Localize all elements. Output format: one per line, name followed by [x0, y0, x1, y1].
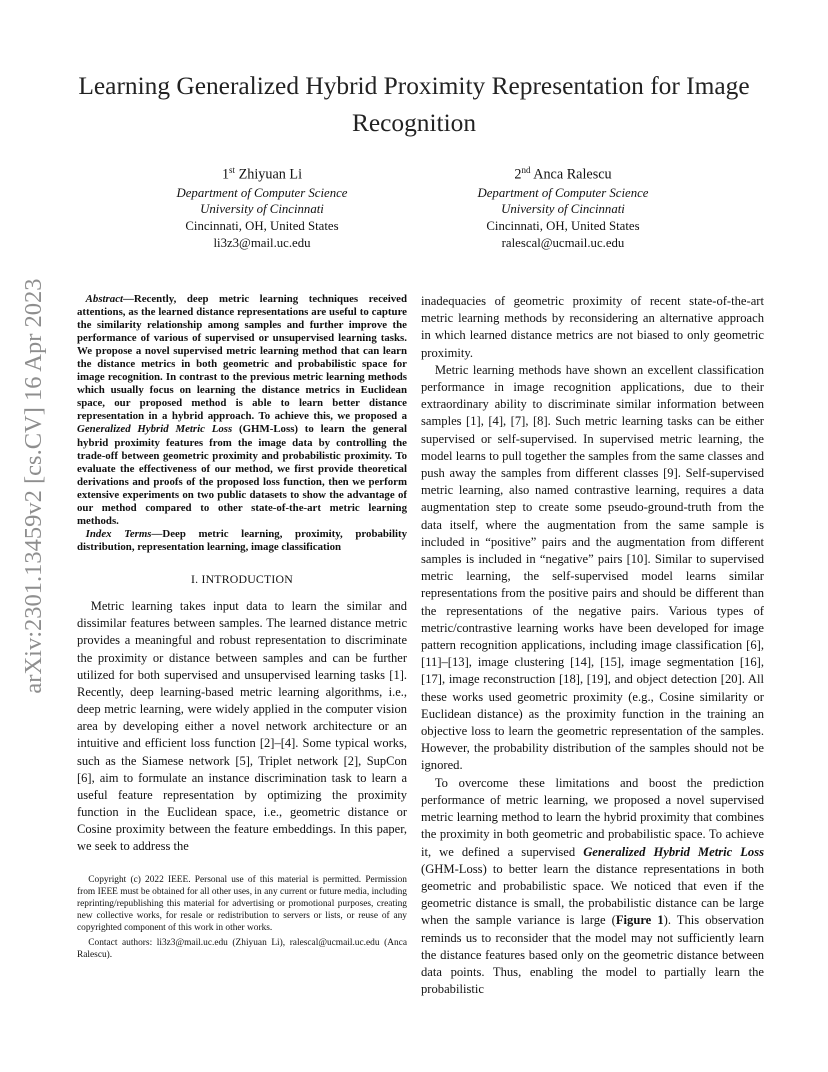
- left-column: [77, 293, 407, 855]
- author-location: Cincinnati, OH, United States: [486, 218, 640, 233]
- figure-1-reference[interactable]: Figure 1: [615, 913, 664, 928]
- intro-paragraph-1: Metric learning takes input data to learn the similar and dissimilar features between samples. The learned distance metric provides a meaningful and robust representation to discriminate the proximity or distance between samples and can be further utilized for both supervised and unsupervised learning tasks [1]. Recently, deep learning-based metric learning algorithms, i.e., deep metric learning, were widely applied in the computer vision area by developing either a novel network architecture or an intuitive and efficient loss function [2]–[4]. Some typical works, such as the Siamese network [5], Triplet network [2], SupCon [6], aim to formulate an instance discrimination task to learn a useful feature representation by optimizing the proximity function in the Euclidean space, i.e., geometric distance or Cosine proximity between the feature embeddings. In this paper, we seek to address the: [77, 599, 407, 854]
- author-department: Department of Computer Science: [176, 185, 348, 200]
- arxiv-identifier-stamp: arXiv:2301.13459v2 [cs.CV] 16 Apr 2023: [20, 278, 47, 694]
- intro-paragraph-3: To overcome these limitations and boost the prediction performance of metric learning, we proposed a novel supervised metric learning method to learn the hybrid proximity that combines the proximity in both geometric and probabilistic space. To achieve it, we defined a supervised Generalized Hybrid Metric Loss (GHM-Loss) to better learn the distance representations in both geometric and probabilistic space. We noticed that even if the geometric distance is small, the probabilistic distance can be large when the sample variance is large (Figure 1). This observation reminds us to reconsider that the model may not sufficiently learn the distance features based only on the geometric distance between data points. Thus, enabling the model to partially learn the probabilistic: [421, 775, 764, 997]
- author-email: ralescal@ucmail.uc.edu: [501, 235, 625, 250]
- author-block-2: [438, 160, 688, 251]
- author-university: University of Cincinnati: [200, 202, 324, 217]
- copyright-footnote: [77, 874, 407, 961]
- section-heading-introduction: I. INTRODUCTION: [191, 571, 293, 586]
- index-terms: Index Terms—Deep metric learning, proximity, probability distribution, representation learning, image classification: [77, 527, 407, 553]
- author-email: li3z3@mail.uc.edu: [213, 235, 311, 250]
- author-block-1: [137, 160, 387, 251]
- author-department: Department of Computer Science: [477, 185, 649, 200]
- contact-authors: Contact authors: li3z3@mail.uc.edu (Zhiyuan Li), ralescal@ucmail.uc.edu (Anca Ralescu).: [77, 938, 407, 960]
- intro-paragraph-continued: inadequacies of geometric proximity of recent state-of-the-art metric learning methods by reconsidering an alternative approach in which learned distance metrics are not biased to only geometric proximity.: [421, 294, 764, 360]
- copyright-notice: Copyright (c) 2022 IEEE. Personal use of this material is permitted. Permission from IEEE must be obtained for all other uses, in any current or future media, including reprinting/republishing this material for advertising or promotional purposes, creating new collective works, for resale or redistribution to servers or lists, or reuse of any copyrighted component of this work in other works.: [77, 875, 407, 933]
- abstract: Abstract—Recently, deep metric learning techniques received attentions, as the learned distance representations are useful to capture the similarity relationship among samples and further improve the performance of various of supervised or unsupervised learning tasks. We propose a novel supervised metric learning method that can learn the distance metrics in both geometric and probabilistic space for image recognition. In contrast to the previous metric learning methods which usually focus on learning the distance metrics in Euclidean space, our proposed method is able to learn better distance representation in a hybrid approach. To achieve this, we proposed a Generalized Hybrid Metric Loss (GHM-Loss) to learn the general hybrid proximity features from the image data by controlling the trade-off between geometric proximity and probabilistic proximity. To evaluate the effectiveness of our method, we first provide theoretical derivations and proofs of the proposed loss function, then we perform extensive experiments on two public datasets to show the advantage of our method compared to other state-of-the-art metric learning methods.: [77, 293, 407, 527]
- right-column: [421, 293, 764, 998]
- paper-title: Learning Generalized Hybrid Proximity Representation for Image Recognition: [78, 72, 750, 137]
- author-university: University of Cincinnati: [501, 202, 625, 217]
- author-name: 2nd Anca Ralescu: [514, 165, 612, 183]
- author-name: 1st Zhiyuan Li: [221, 165, 303, 183]
- intro-paragraph-2: Metric learning methods have shown an excellent classification performance in image recognition applications, due to their extraordinary ability to discriminate similar information between samples [1], [4], [7], [8]. Such metric learning tasks can be either supervised or self-supervised. In supervised metric learning, the model learns to pull together the samples from the same classes and push away the samples from different classes [9]. Self-supervised metric learning, also named contrastive learning, requires a data augmentation step to create some pseudo-ground-truth from the data itself, where the augmentation from the same sample is included in “positive” pairs and the augmentation from different samples is included in “negative” pairs [10]. Similar to supervised metric learning, the self-supervised model learns similar representations from the positive pairs and should be different than the representations of the negative pairs. Various types of metric/contrastive learning works have been developed for image pattern recognition applications, including image classification [6], [11]–[13], image clustering [14], [15], image segmentation [16], [17], image reconstruction [18], [19], and object detection [20]. All these works used geometric proximity (e.g., Cosine similarity or Euclidean distance) as the proximity function in the training an objective loss to learn the geometric representation of the samples. However, the probability distribution of the samples should not be ignored.: [421, 362, 764, 773]
- author-location: Cincinnati, OH, United States: [185, 218, 339, 233]
